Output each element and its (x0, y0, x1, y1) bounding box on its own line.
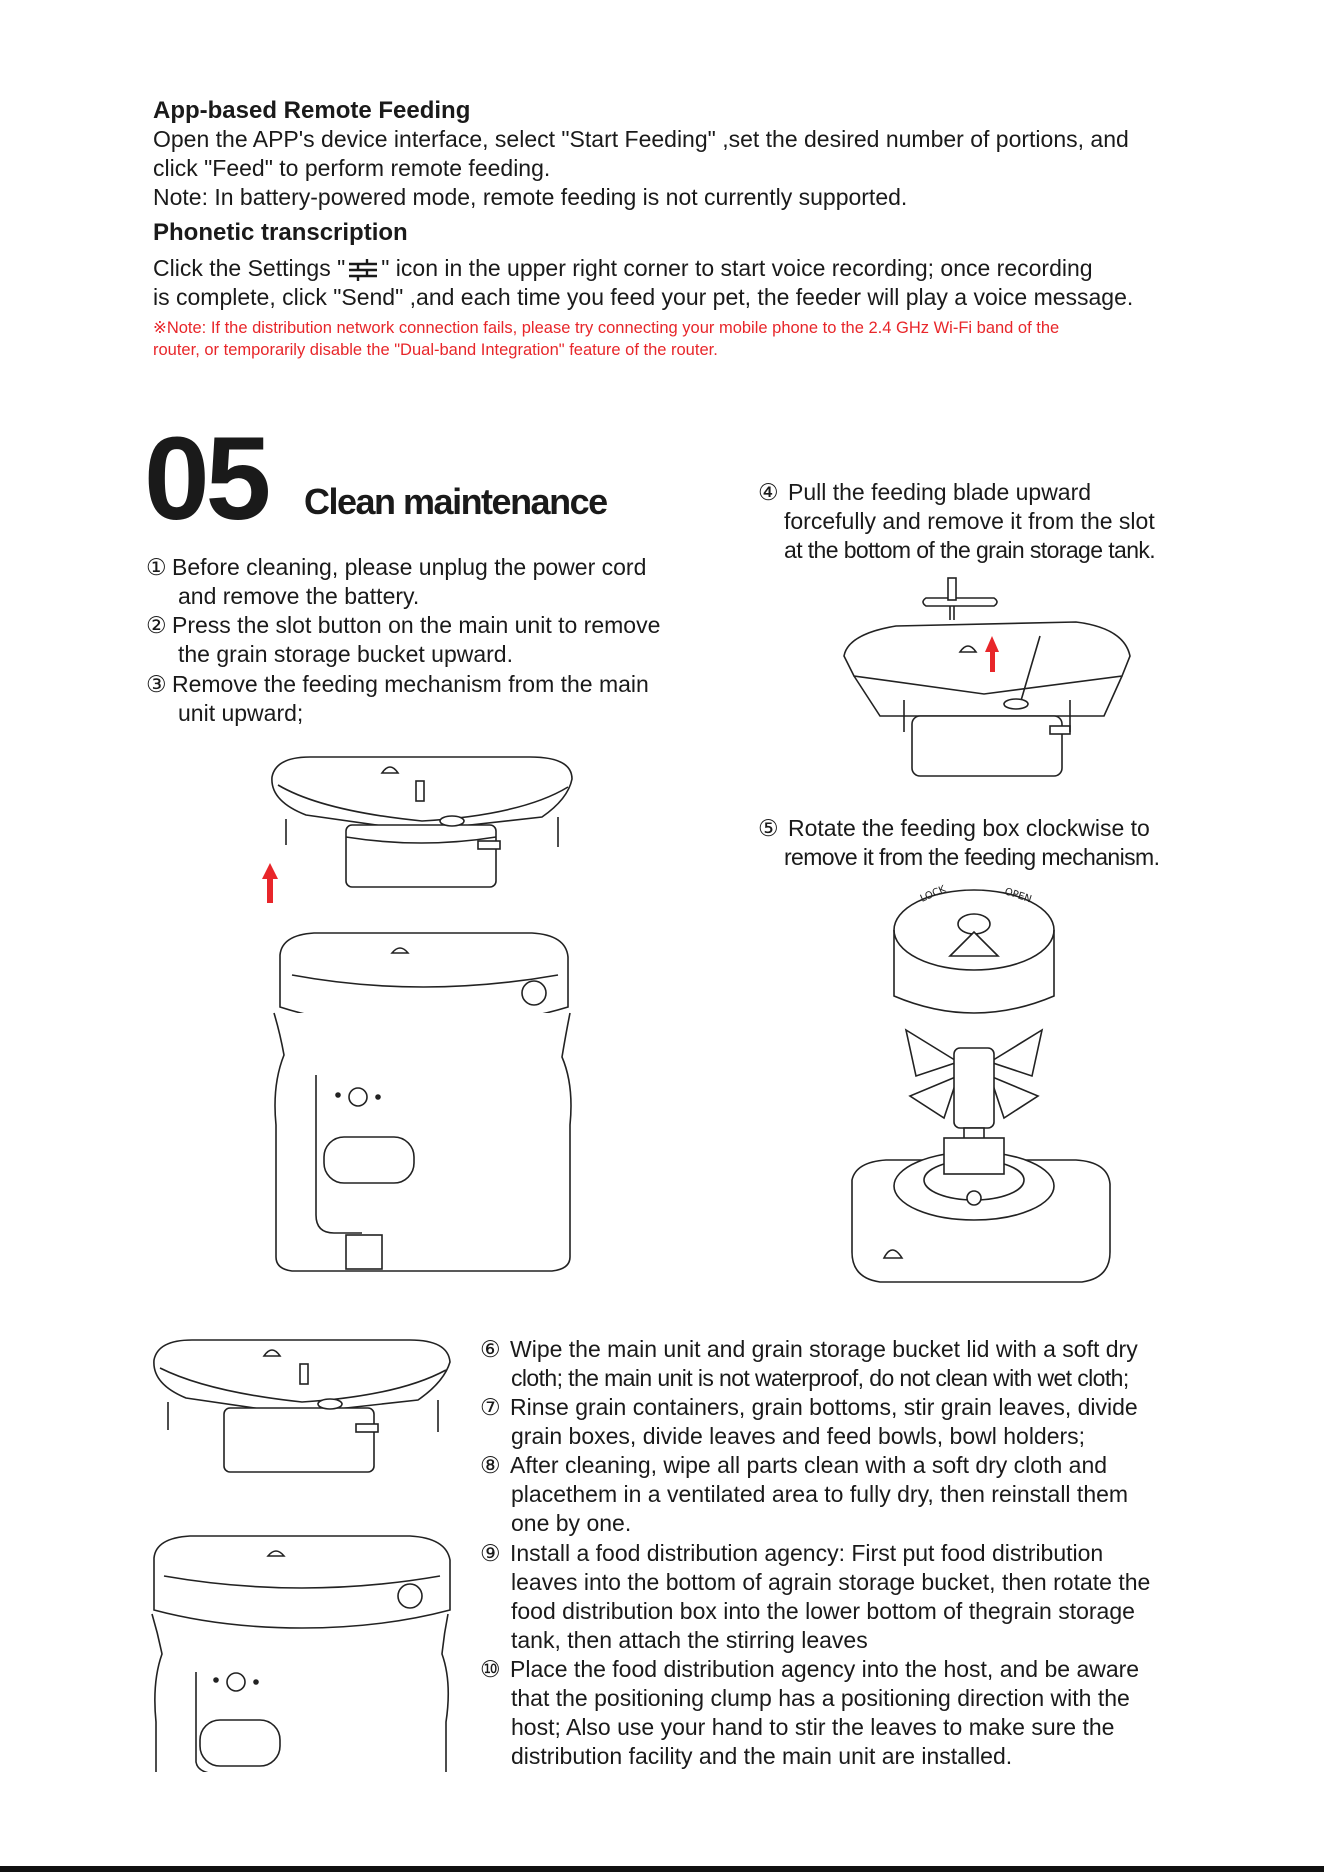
section-number: 05 (144, 413, 268, 545)
step-4-line-1: Pull the feeding blade upward (788, 479, 1092, 505)
phonetic-line-1-end: " icon in the upper right corner to start voice recording; once recording (381, 255, 1093, 281)
step-7 (480, 1393, 1280, 1451)
step-3 (146, 670, 706, 728)
remote-feeding-line-2: click "Feed" to perform remote feeding. (153, 155, 551, 181)
section-title: Clean maintenance (304, 481, 607, 522)
blade-removal-illustration (840, 572, 1140, 782)
step-2-number: ② (146, 612, 167, 638)
step-6 (480, 1335, 1280, 1393)
step-4-line-2: forcefully and remove it from the slot (784, 508, 1155, 534)
step-10-line-2: that the positioning clump has a positioning direction with the (511, 1685, 1130, 1711)
step-4 (758, 478, 1278, 568)
step-2-line-1: Press the slot button on the main unit to remove (172, 612, 661, 638)
phonetic-line-1 (153, 254, 1093, 283)
remote-feeding-heading: App-based Remote Feeding (153, 97, 471, 124)
phonetic-line-1-start: Click the Settings " (153, 255, 346, 281)
step-4-number: ④ (758, 479, 779, 505)
step-10-line-3: host; Also use your hand to stir the leaves to make sure the (511, 1714, 1115, 1740)
step-8-line-3: one by one. (511, 1510, 632, 1536)
step-8-number: ⑧ (480, 1452, 501, 1478)
step-9-number: ⑨ (480, 1540, 501, 1566)
step-10-line-4: distribution facility and the main unit are installed. (511, 1743, 1013, 1769)
step-6-number: ⑥ (480, 1336, 501, 1362)
open-label: OPEN (1003, 886, 1033, 906)
step-10-number: ⑩ (480, 1656, 501, 1682)
step-7-number: ⑦ (480, 1394, 501, 1420)
step-8 (480, 1451, 1280, 1539)
step-1-line-1: Before cleaning, please unplug the power cord (172, 554, 647, 580)
network-note-line-2: router, or temporarily disable the "Dual-band Integration" feature of the router. (153, 341, 718, 359)
page-bottom-rule (0, 1866, 1324, 1872)
phonetic-line-2: is complete, click "Send" ,and each time you feed your pet, the feeder will play a voice message. (153, 284, 1134, 310)
feeding-box-exploded-illustration (846, 880, 1116, 1298)
step-8-line-2: placethem in a ventilated area to fully dry, then reinstall them (511, 1481, 1129, 1507)
remote-feeding-note: Note: In battery-powered mode, remote feeding is not currently supported. (153, 184, 908, 210)
step-5-line-1: Rotate the feeding box clockwise to (788, 815, 1150, 841)
step-9-line-2: leaves into the bottom of agrain storage bucket, then rotate the (511, 1569, 1151, 1595)
step-1-number: ① (146, 554, 167, 580)
settings-sliders-icon (347, 258, 379, 282)
step-5 (758, 814, 1278, 874)
lock-label: LOCK (918, 883, 948, 905)
step-6-line-2: cloth; the main unit is not waterproof, do not clean with wet cloth; (511, 1365, 1129, 1391)
step-3-number: ③ (146, 671, 167, 697)
step-1 (146, 553, 706, 611)
step-9 (480, 1539, 1280, 1655)
step-9-line-3: food distribution box into the lower bottom of thegrain storage (511, 1598, 1135, 1624)
feeder-disassembly-illustration (262, 745, 582, 1280)
step-10 (480, 1655, 1280, 1771)
network-note-line-1: ※Note: If the distribution network connection fails, please try connecting your mobile phone to the 2.4 GHz Wi-Fi band of the (153, 319, 1060, 337)
step-2 (146, 611, 706, 669)
step-7-line-1: Rinse grain containers, grain bottoms, stir grain leaves, divide (510, 1394, 1138, 1420)
step-8-line-1: After cleaning, wipe all parts clean with a soft dry cloth and (510, 1452, 1108, 1478)
step-10-line-1: Place the food distribution agency into the host, and be aware (510, 1656, 1140, 1682)
remote-feeding-line-1: Open the APP's device interface, select "Start Feeding" ,set the desired number of portions, and (153, 126, 1129, 152)
phonetic-heading: Phonetic transcription (153, 219, 408, 246)
step-1-line-2: and remove the battery. (178, 583, 420, 609)
step-2-line-2: the grain storage bucket upward. (178, 641, 513, 667)
step-5-number: ⑤ (758, 815, 779, 841)
feeder-reassembly-illustration (148, 1322, 460, 1772)
step-9-line-1: Install a food distribution agency: First put food distribution (510, 1540, 1104, 1566)
step-4-line-3: at the bottom of the grain storage tank. (784, 537, 1156, 563)
step-7-line-2: grain boxes, divide leaves and feed bowls, bowl holders; (511, 1423, 1086, 1449)
step-9-line-4: tank, then attach the stirring leaves (511, 1627, 868, 1653)
step-3-line-1: Remove the feeding mechanism from the main (172, 671, 649, 697)
step-6-line-1: Wipe the main unit and grain storage bucket lid with a soft dry (510, 1336, 1138, 1362)
step-5-line-2: remove it from the feeding mechanism. (784, 844, 1160, 870)
step-3-line-2: unit upward; (178, 700, 304, 726)
